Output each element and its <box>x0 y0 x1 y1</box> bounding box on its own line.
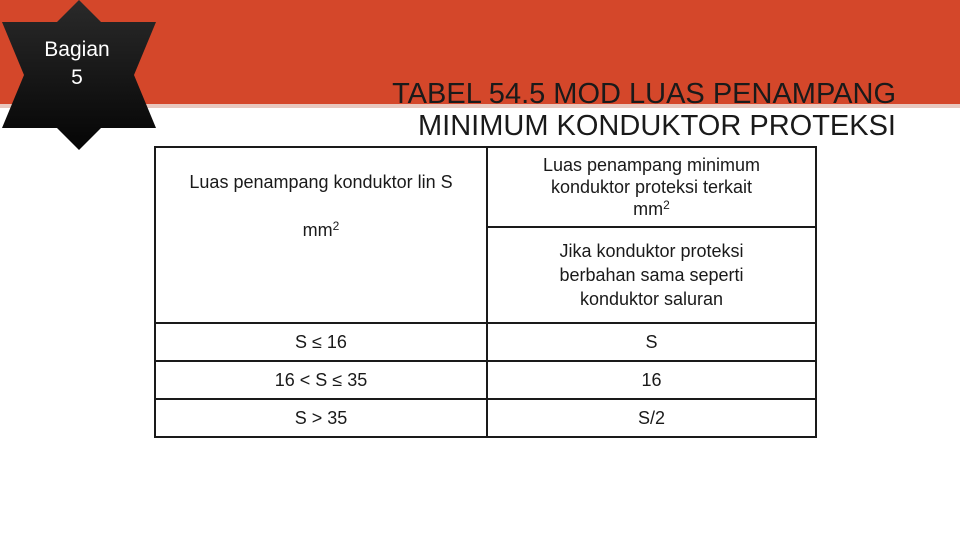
conductor-table <box>154 146 817 438</box>
right-header-line-1: Luas penampang minimum <box>542 155 761 175</box>
right-sub-line-2: berbahan sama seperti <box>559 265 744 285</box>
table-header-row <box>155 147 816 323</box>
badge-number: 5 <box>71 66 83 89</box>
title-line-1: TABEL 54.5 MOD LUAS PENAMPANG <box>392 78 896 110</box>
cell-min-area: S <box>487 323 816 361</box>
left-header-label: Luas penampang konduktor lin S <box>189 172 453 192</box>
right-header-unit: $mm^2$ <box>633 198 670 219</box>
right-sub-line-1: Jika konduktor proteksi <box>559 241 744 261</box>
table-row <box>155 399 816 437</box>
badge-label: Bagian <box>44 38 110 61</box>
cell-min-area: 16 <box>487 361 816 399</box>
right-sub-line-3: konduktor saluran <box>579 289 724 309</box>
right-header-cell <box>487 147 816 323</box>
left-header-cell <box>155 147 487 323</box>
table-row <box>155 361 816 399</box>
title-line-2: MINIMUM KONDUKTOR PROTEKSI <box>418 110 896 142</box>
table-row <box>155 323 816 361</box>
page-title <box>250 78 896 142</box>
cell-s-range: S ≤ 16 <box>155 323 487 361</box>
section-badge <box>22 36 132 92</box>
right-header-main <box>488 148 815 228</box>
cell-s-range: 16 < S ≤ 35 <box>155 361 487 399</box>
right-header-line-2: konduktor proteksi terkait <box>550 177 753 197</box>
cell-min-area: S/2 <box>487 399 816 437</box>
cell-s-range: S > 35 <box>155 399 487 437</box>
right-header-sub <box>488 228 815 322</box>
left-header-unit: $mm^2$ <box>302 219 340 240</box>
